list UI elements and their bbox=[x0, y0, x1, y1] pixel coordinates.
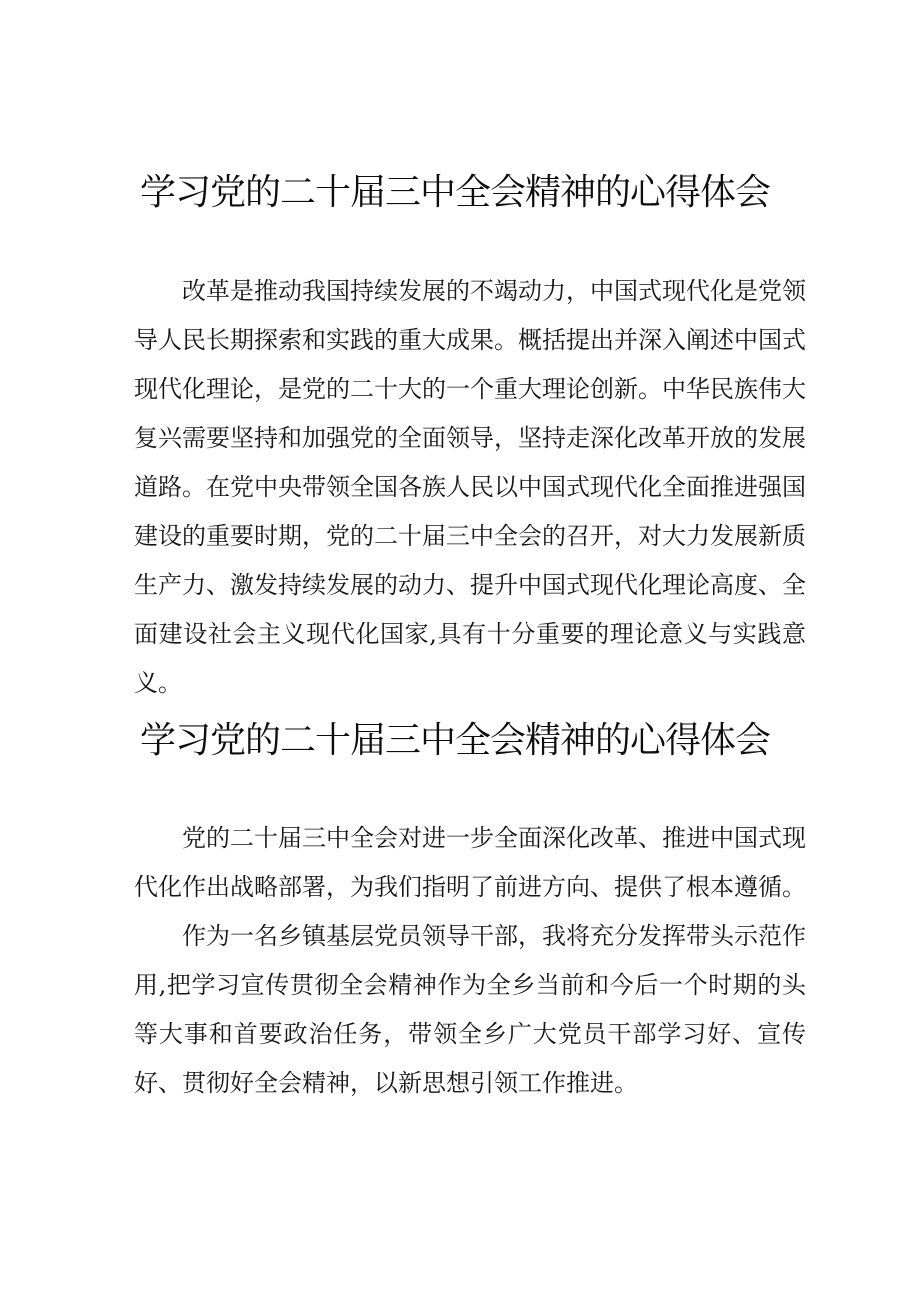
section-2-title: 学习党的二十届三中全会精神的心得体会 bbox=[140, 720, 771, 761]
section-1-title: 学习党的二十届三中全会精神的心得体会 bbox=[140, 172, 771, 213]
section-1-paragraph-1: 改革是推动我国持续发展的不竭动力，中国式现代化是党领导人民长期探索和实践的重大成果。概括提出并深入阐述中国式现代化理论，是党的二十大的一个重大理论创新。中华民族伟大复兴需要坚持和加强党的全面领导，坚持走深化改革开放的发展道路。在党中央带领全国各族人民以中国式现代化全面推进强国建设的重要时期，党的二十届三中全会的召开，对大力发展新质生产力、激发持续发展的动力、提升中国式现代化理论高度、全面建设社会主义现代化国家,具有十分重要的理论意义与实践意义。 bbox=[134, 277, 806, 697]
section-2-paragraph-2: 作为一名乡镇基层党员领导干部，我将充分发挥带头示范作用,把学习宣传贯彻全会精神作为全乡当前和今后一个时期的头等大事和首要政治任务，带领全乡广大党员干部学习好、宣传好、贯彻好全会精神，以新思想引领工作推进。 bbox=[134, 922, 806, 1097]
section-2-paragraph-1: 党的二十届三中全会对进一步全面深化改革、推进中国式现代化作出战略部署，为我们指明了前进方向、提供了根本遵循。 bbox=[134, 824, 806, 901]
